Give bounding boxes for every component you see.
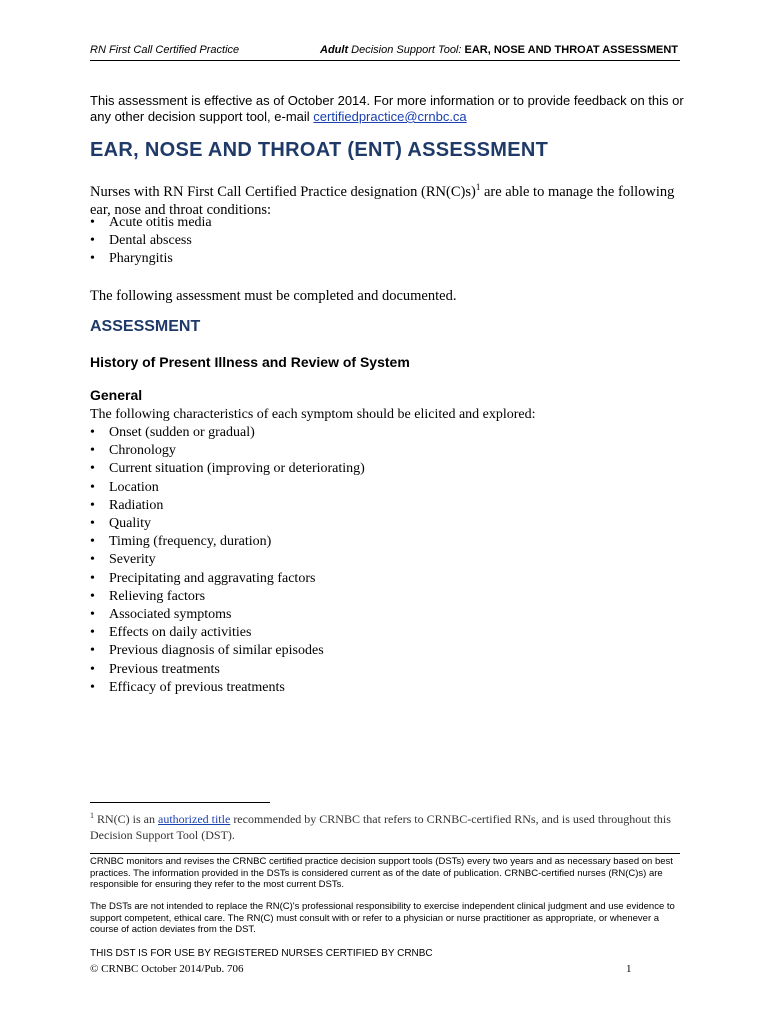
general-intro: The following characteristics of each symptom should be elicited and explored: — [90, 407, 536, 422]
characteristic-item: • Onset (sudden or gradual) — [90, 424, 365, 442]
condition-item: • Pharyngitis — [90, 250, 212, 268]
characteristic-item: • Relieving factors — [90, 588, 365, 606]
intro-paragraph — [90, 93, 690, 125]
characteristic-item: • Current situation (improving or deteriorating) — [90, 460, 365, 478]
header-adult-label: Adult — [320, 44, 349, 56]
characteristic-item: • Effects on daily activities — [90, 624, 365, 642]
characteristic-item: • Timing (frequency, duration) — [90, 533, 365, 551]
characteristic-item: • Radiation — [90, 497, 365, 515]
header-left-text: RN First Call Certified Practice — [90, 44, 240, 56]
header-right-text — [320, 44, 678, 56]
designation-paragraph — [90, 178, 690, 219]
designation-text-before: Nurses with RN First Call Certified Practice designation (RN(C)s) — [90, 183, 476, 200]
condition-item: • Dental abscess — [90, 232, 212, 250]
footer-notice: THIS DST IS FOR USE BY REGISTERED NURSES CERTIFIED BY CRNBC — [90, 948, 433, 959]
disclaimer-divider — [90, 853, 680, 854]
history-heading: History of Present Illness and Review of System — [90, 354, 410, 370]
footer-copyright: © CRNBC October 2014/Pub. 706 — [90, 963, 244, 975]
characteristic-item: • Associated symptoms — [90, 606, 365, 624]
characteristics-list — [90, 424, 365, 697]
page-number: 1 — [626, 963, 632, 975]
characteristic-item: • Quality — [90, 515, 365, 533]
footnote — [90, 808, 690, 843]
must-complete-text: The following assessment must be completed and documented. — [90, 288, 457, 304]
disclaimer-revision: CRNBC monitors and revises the CRNBC certified practice decision support tools (DSTs) every two years and as necessary based on best practices. The information provided in the DSTs is considered current as of the date of publication. CRNBC-certified nurses (RN(C)s) are responsible for ensuring they refer to the most current DSTs. — [90, 856, 673, 890]
page-header — [90, 44, 680, 61]
email-link[interactable]: certifiedpractice@crnbc.ca — [313, 109, 467, 124]
disclaimer-judgment: The DSTs are not intended to replace the RN(C)'s professional responsibility to exercise independent clinical judgment and use evidence to support competent, ethical care. The RN(C) must consult with or refer to a physician or nurse practitioner as appropriate, or whenever a course of action deviates from the DST. — [90, 901, 675, 935]
authorized-title-link[interactable]: authorized title — [158, 812, 231, 826]
characteristic-item: • Efficacy of previous treatments — [90, 679, 365, 697]
general-heading: General — [90, 387, 143, 403]
condition-item: • Acute otitis media — [90, 214, 212, 232]
assessment-heading: ASSESSMENT — [90, 318, 201, 335]
characteristic-item: • Location — [90, 479, 365, 497]
characteristic-item: • Previous treatments — [90, 661, 365, 679]
footnote-number: 1 — [90, 811, 94, 820]
footnote-text-after: recommended by CRNBC that refers to CRNBC-certified RNs, and is used throughout this Decision Support Tool (DST). — [90, 812, 671, 842]
header-dst-label: Decision Support Tool: — [348, 44, 465, 56]
footnote-text-before: RN(C) is an — [94, 812, 158, 826]
page-title: EAR, NOSE AND THROAT (ENT) ASSESSMENT — [90, 139, 549, 161]
characteristic-item: • Previous diagnosis of similar episodes — [90, 642, 365, 660]
footnote-ref[interactable]: 1 — [475, 182, 481, 192]
intro-text: This assessment is effective as of October 2014. For more information or to provide feedback on this or any other decision support tool, e-mail — [90, 93, 684, 124]
conditions-list — [90, 214, 212, 269]
characteristic-item: • Precipitating and aggravating factors — [90, 570, 365, 588]
characteristic-item: • Chronology — [90, 442, 365, 460]
designation-text-after: are able to manage the following ear, nose and throat conditions: — [90, 183, 675, 218]
footnote-divider — [90, 802, 270, 803]
characteristic-item: • Severity — [90, 551, 365, 569]
header-title: EAR, NOSE AND THROAT ASSESSMENT — [464, 44, 678, 56]
